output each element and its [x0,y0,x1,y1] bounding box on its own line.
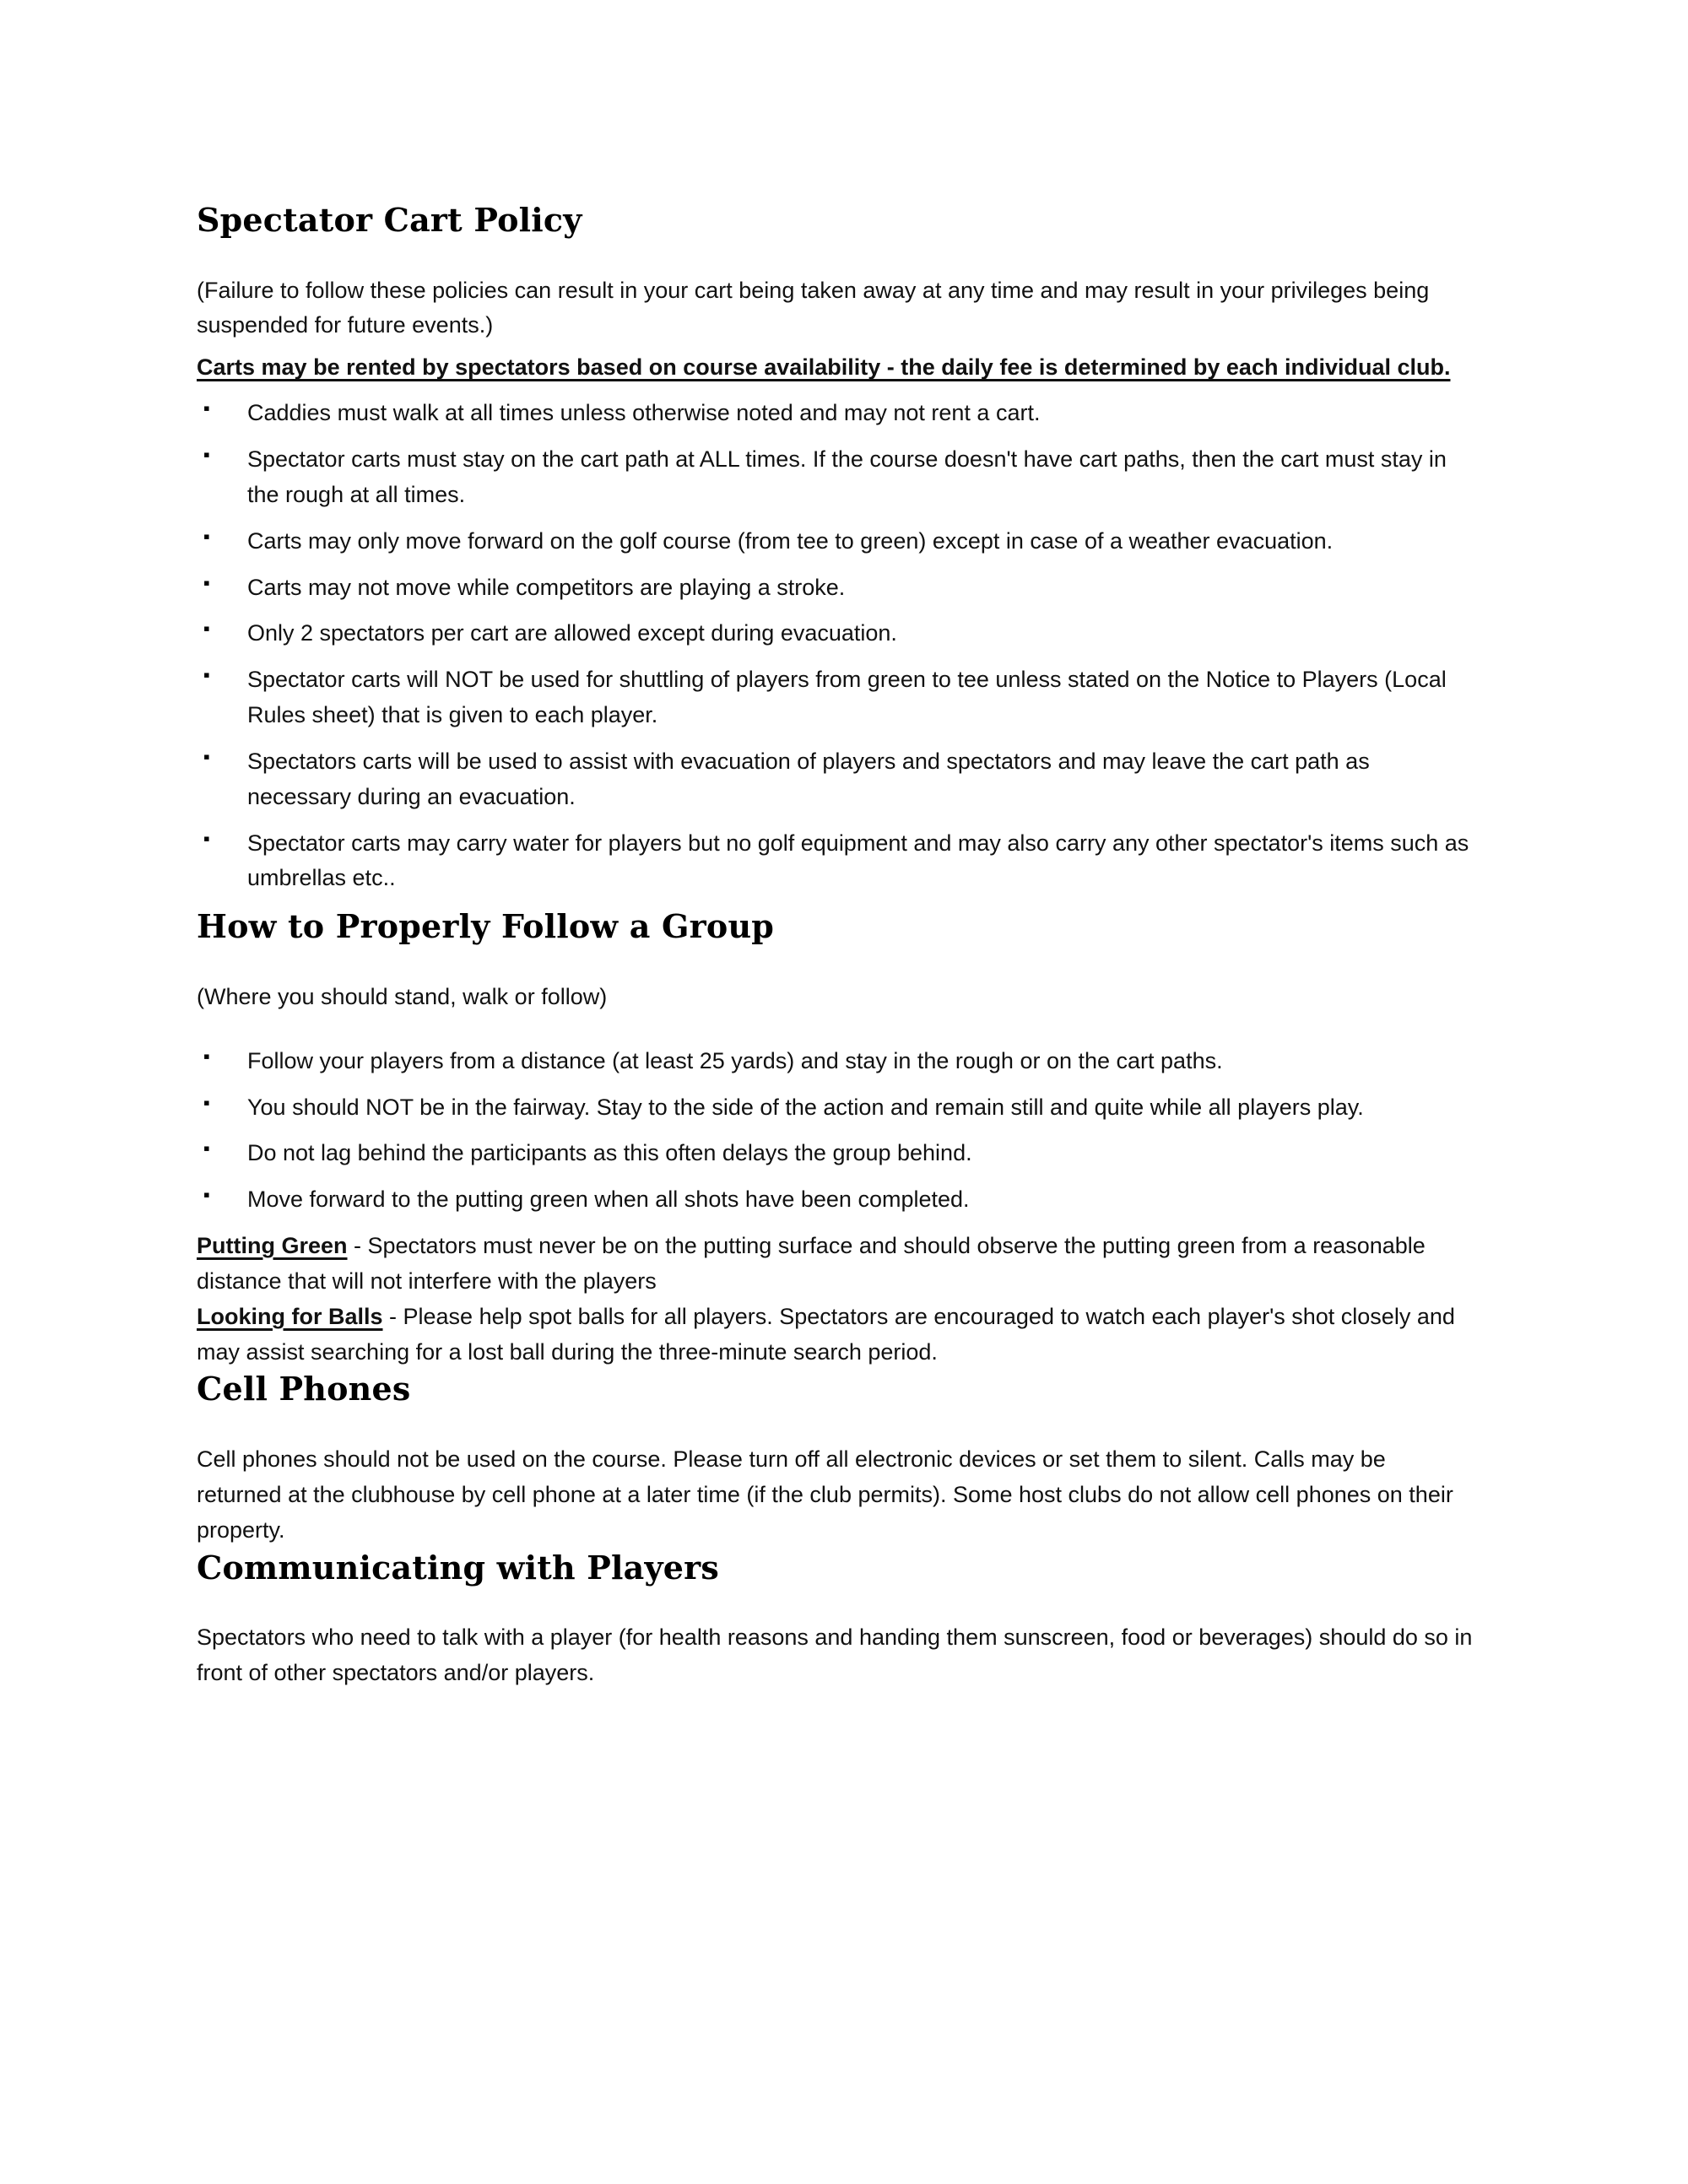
section-heading-cart-policy: Spectator Cart Policy [197,201,582,239]
section-follow-group [197,907,1475,1370]
list-item: ▪ Follow your players from a distance (at least 25 yards) and stay in the rough or on the cart paths. [197,1044,1475,1079]
putting-green-paragraph [197,1229,1475,1300]
putting-green-label: Putting Green [197,1233,348,1259]
looking-for-balls-label: Looking for Balls [197,1303,383,1329]
cart-policy-list [197,396,1475,896]
looking-for-balls-text: - Please help spot balls for all players. Spectators are encouraged to watch each player's shot closely and may assist searching for a lost ball during the three-minute search period. [197,1303,1455,1365]
putting-green-text: - Spectators must never be on the putting surface and should observe the putting green from a reasonable distance that will not interfere with the players [197,1233,1426,1294]
section-cell-phones [197,1370,1475,1548]
section-spectator-cart-policy [197,201,1475,896]
follow-group-list [197,1044,1475,1218]
list-item: ▪ Caddies must walk at all times unless otherwise noted and may not rent a cart. [197,396,1475,431]
section-heading-cell-phones: Cell Phones [197,1370,411,1408]
list-item: ▪ Move forward to the putting green when all shots have been completed. [197,1182,1475,1218]
list-item: ▪ Do not lag behind the participants as this often delays the group behind. [197,1136,1475,1171]
list-item: ▪ Spectators carts will be used to assist with evacuation of players and spectators and may leave the cart path as necessary during an evacuation. [197,744,1475,815]
section-heading-follow-group: How to Properly Follow a Group [197,907,775,946]
looking-for-balls-paragraph [197,1300,1475,1370]
cart-rental-notice: Carts may be rented by spectators based on course availability - the daily fee is determined by each individual club. [197,354,1451,381]
section-heading-communicating: Communicating with Players [197,1548,719,1587]
list-item: ▪ Carts may not move while competitors are playing a stroke. [197,570,1475,606]
communicating-body: Spectators who need to talk with a player (for health reasons and handing them sunscreen, food or beverages) should do so in front of other spectators and/or players. [197,1624,1473,1685]
list-item: ▪ Spectator carts will NOT be used for shuttling of players from green to tee unless stated on the Notice to Players (Local Rules sheet) that is given to each player. [197,662,1475,733]
list-item: ▪ Spectator carts may carry water for players but no golf equipment and may also carry any other spectator's items such as umbrellas etc.. [197,826,1475,897]
cell-phones-body: Cell phones should not be used on the course. Please turn off all electronic devices or set them to silent. Calls may be returned at the clubhouse by cell phone at a later time (if the club permits). Some host clubs do not allow cell phones on their property. [197,1446,1453,1543]
list-item: ▪ Carts may only move forward on the golf course (from tee to green) except in case of a weather evacuation. [197,524,1475,560]
list-item: ▪ Only 2 spectators per cart are allowed except during evacuation. [197,616,1475,651]
section-communicating [197,1549,1475,1691]
cart-policy-intro: (Failure to follow these policies can result in your cart being taken away at any time and may result in your privileges being suspended for future events.) [197,277,1430,338]
list-item: ▪ Spectator carts must stay on the cart path at ALL times. If the course doesn't have cart paths, then the cart must stay in the rough at all times. [197,442,1475,513]
follow-group-intro: (Where you should stand, walk or follow) [197,983,608,1009]
list-item: ▪ You should NOT be in the fairway. Stay to the side of the action and remain still and quite while all players play. [197,1090,1475,1126]
